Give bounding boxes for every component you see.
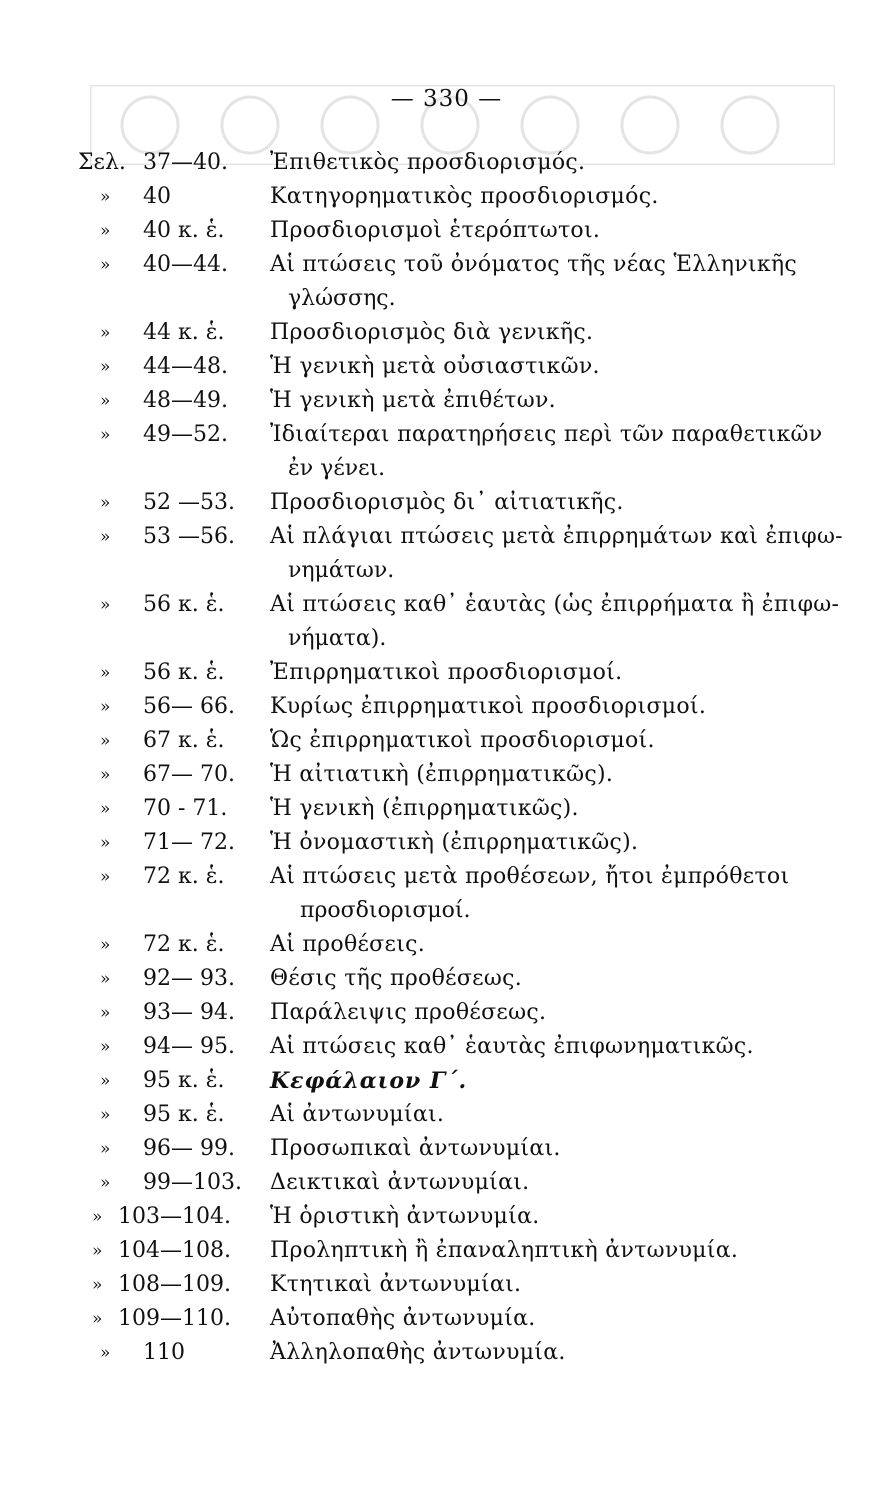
entry-title: Δεικτικαὶ ἀντωνυμίαι. xyxy=(270,1170,530,1195)
entry-title: Ἡ γενικὴ (ἐπιρρηματικῶς). xyxy=(270,796,579,821)
entry-title: Αἱ πτώσεις μετὰ προθέσεων, ἤτοι ἐμπρόθετοι xyxy=(270,864,790,889)
page-range: 53 —56. xyxy=(143,524,235,549)
entry-title: Ἐπιθετικὸς προσδιορισμός. xyxy=(270,150,586,175)
ditto-mark: » xyxy=(100,493,111,513)
page-range: 40—44. xyxy=(143,252,228,277)
ditto-mark: » xyxy=(100,255,111,275)
entry-title: Κεφάλαιον Γ΄. xyxy=(270,1068,468,1094)
entry-title: Αἱ ἀντωνυμίαι. xyxy=(270,1102,445,1127)
entry-title: Ἡ γενικὴ μετὰ οὐσιαστικῶν. xyxy=(270,354,600,379)
entry-title: Ἰδιαίτεραι παρατηρήσεις περὶ τῶν παραθετικῶν xyxy=(270,422,823,447)
entry-title: Αἱ πλάγιαι πτώσεις μετὰ ἐπιρρημάτων καὶ ἐπιφω- xyxy=(270,524,843,549)
page-range: 56 κ. ἑ. xyxy=(143,592,225,617)
page-range: 72 κ. ἑ. xyxy=(143,932,225,957)
entry-title: Ἡ ὀνομαστικὴ (ἐπιρρηματικῶς). xyxy=(270,830,639,855)
entry-title: Αἱ προθέσεις. xyxy=(270,932,426,957)
ditto-mark: » xyxy=(100,221,111,241)
entry-title: Ἡ γενικὴ μετὰ ἐπιθέτων. xyxy=(270,388,556,413)
ditto-mark: » xyxy=(100,1071,111,1091)
ditto-mark: » xyxy=(100,935,111,955)
page-range: 40 κ. ἑ. xyxy=(143,218,225,243)
entry-title: Ὡς ἐπιρρηματικοὶ προσδιορισμοί. xyxy=(270,728,655,753)
ditto-mark: » xyxy=(100,1139,111,1159)
page-abbrev: Σελ. xyxy=(78,150,126,175)
page-range: 67— 70. xyxy=(143,762,235,787)
entry-title: Προσδιορισμὸς δι᾽ αἰτιατικῆς. xyxy=(270,490,624,515)
entry-title-continuation: προσδιορισμοί. xyxy=(300,898,471,923)
page-range: 48—49. xyxy=(143,388,228,413)
page-range: 109—110. xyxy=(118,1306,231,1331)
ditto-mark: » xyxy=(100,323,111,343)
entry-title: Παράλειψις προθέσεως. xyxy=(270,1000,547,1025)
page-range: 92— 93. xyxy=(143,966,235,991)
page-range: 96— 99. xyxy=(143,1136,235,1161)
ditto-mark: » xyxy=(100,1173,111,1193)
page-range: 44 κ. ἑ. xyxy=(143,320,225,345)
entry-title-continuation: γλώσσης. xyxy=(288,286,396,311)
page-range: 104—108. xyxy=(118,1238,231,1263)
page-range: 37—40. xyxy=(143,150,228,175)
page-range: 103—104. xyxy=(118,1204,231,1229)
ditto-mark: » xyxy=(100,969,111,989)
page-range: 108—109. xyxy=(118,1272,231,1297)
ditto-mark: » xyxy=(100,663,111,683)
ditto-mark: » xyxy=(100,187,111,207)
ditto-mark: » xyxy=(100,1003,111,1023)
page-range: 93— 94. xyxy=(143,1000,235,1025)
ditto-mark: » xyxy=(100,357,111,377)
entry-title: Ἀλληλοπαθὴς ἀντωνυμία. xyxy=(270,1340,566,1365)
page-range: 95 κ. ἑ. xyxy=(143,1102,225,1127)
ditto-mark: » xyxy=(100,867,111,887)
page-range: 95 κ. ἑ. xyxy=(143,1068,225,1093)
entry-title: Προσδιορισμὸς διὰ γενικῆς. xyxy=(270,320,594,345)
page-range: 67 κ. ἑ. xyxy=(143,728,225,753)
ditto-mark: » xyxy=(92,1309,103,1329)
page-range: 70 - 71. xyxy=(143,796,228,821)
entry-title: Ἐπιρρηματικοὶ προσδιορισμοί. xyxy=(270,660,623,685)
ditto-mark: » xyxy=(100,595,111,615)
ditto-mark: » xyxy=(100,1037,111,1057)
entry-title: Κυρίως ἐπιρρηματικοὶ προσδιορισμοί. xyxy=(270,694,707,719)
entry-title-continuation: νημάτων. xyxy=(288,558,395,583)
entry-title: Προσωπικαὶ ἀντωνυμίαι. xyxy=(270,1136,561,1161)
ditto-mark: » xyxy=(92,1207,103,1227)
ditto-mark: » xyxy=(100,1105,111,1125)
page-range: 94— 95. xyxy=(143,1034,235,1059)
page-range: 40 xyxy=(143,184,171,209)
entry-title: Προσδιορισμοὶ ἑτερόπτωτοι. xyxy=(270,218,601,243)
ditto-mark: » xyxy=(100,799,111,819)
page-range: 56 κ. ἑ. xyxy=(143,660,225,685)
entry-title: Αἱ πτώσεις τοῦ ὀνόματος τῆς νέας Ἑλληνικῆς xyxy=(270,252,797,277)
ditto-mark: » xyxy=(100,527,111,547)
ditto-mark: » xyxy=(92,1275,103,1295)
entry-title: Κατηγορηματικὸς προσδιορισμός. xyxy=(270,184,659,209)
page-range: 71— 72. xyxy=(143,830,235,855)
ditto-mark: » xyxy=(100,425,111,445)
entry-title: Αἱ πτώσεις καθ᾽ ἑαυτὰς (ὡς ἐπιρρήματα ἢ ἐπιφω- xyxy=(270,592,840,617)
ditto-mark: » xyxy=(100,765,111,785)
page-range: 110 xyxy=(143,1340,185,1365)
page-range: 44—48. xyxy=(143,354,228,379)
page-number: — 330 — xyxy=(390,86,503,112)
entry-title-continuation: νήματα). xyxy=(288,626,387,651)
entry-title: Αἱ πτώσεις καθ᾽ ἑαυτὰς ἐπιφωνηματικῶς. xyxy=(270,1034,754,1059)
entry-title: Αὐτοπαθὴς ἀντωνυμία. xyxy=(270,1306,536,1331)
entry-title-continuation: ἐν γένει. xyxy=(288,456,386,481)
ditto-mark: » xyxy=(100,731,111,751)
entry-title: Προληπτικὴ ἢ ἐπαναληπτικὴ ἀντωνυμία. xyxy=(270,1238,739,1263)
page-range: 52 —53. xyxy=(143,490,235,515)
entry-title: Κτητικαὶ ἀντωνυμίαι. xyxy=(270,1272,522,1297)
page-range: 99—103. xyxy=(143,1170,242,1195)
ditto-mark: » xyxy=(100,391,111,411)
ditto-mark: » xyxy=(100,833,111,853)
entry-title: Ἡ αἰτιατικὴ (ἐπιρρηματικῶς). xyxy=(270,762,614,787)
ditto-mark: » xyxy=(92,1241,103,1261)
entry-title: Ἡ ὁριστικὴ ἀντωνυμία. xyxy=(270,1204,540,1229)
page-range: 49—52. xyxy=(143,422,228,447)
ditto-mark: » xyxy=(100,697,111,717)
page-range: 72 κ. ἑ. xyxy=(143,864,225,889)
page-range: 56— 66. xyxy=(143,694,235,719)
entry-title: Θέσις τῆς προθέσεως. xyxy=(270,966,523,991)
ditto-mark: » xyxy=(100,1343,111,1363)
